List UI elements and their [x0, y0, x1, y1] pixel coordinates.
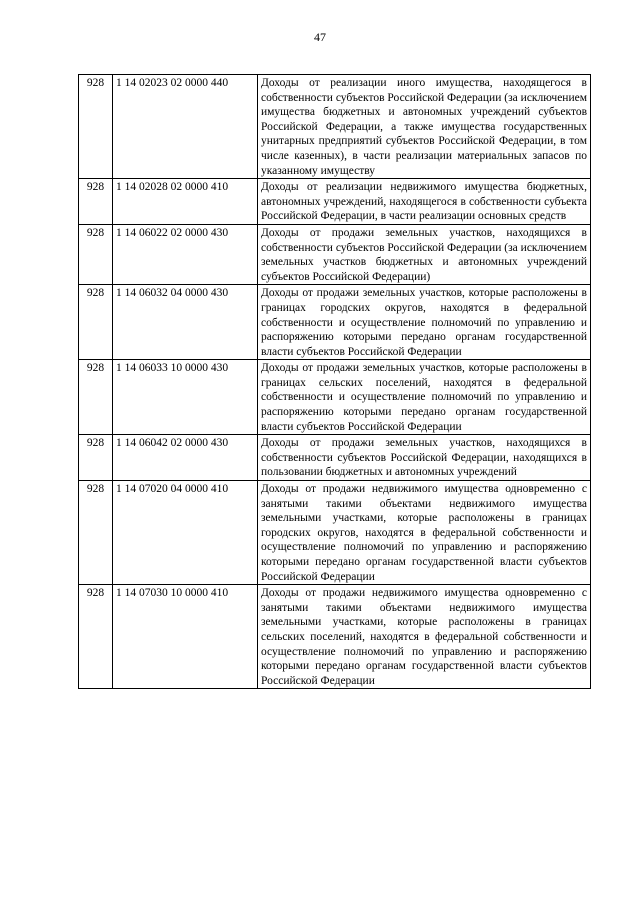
revenue-codes-table-body: [79, 75, 591, 689]
table-row: [79, 360, 591, 435]
budget-classification-code-cell: 1 14 06022 02 0000 430: [113, 224, 258, 284]
table-row: [79, 285, 591, 360]
table-row: [79, 435, 591, 481]
revenue-name-cell: Доходы от продажи земельных участков, находящихся в собственности субъектов Российской Федерации, находящихся в пользовании бюджетных и автономных учреждений: [258, 435, 591, 481]
budget-classification-code-cell: 1 14 06032 04 0000 430: [113, 285, 258, 360]
administrator-code-cell: 928: [79, 224, 113, 284]
budget-classification-code-cell: 1 14 06033 10 0000 430: [113, 360, 258, 435]
revenue-name-cell: Доходы от продажи земельных участков, находящихся в собственности субъектов Российской Федерации (за исключением земельных участков бюджетных и автономных учреждений субъектов Российской Федерации): [258, 224, 591, 284]
table-row: [79, 179, 591, 225]
administrator-code-cell: 928: [79, 435, 113, 481]
budget-classification-code-cell: 1 14 07030 10 0000 410: [113, 585, 258, 689]
budget-classification-code-cell: 1 14 02023 02 0000 440: [113, 75, 258, 179]
administrator-code-cell: 928: [79, 360, 113, 435]
revenue-name-cell: Доходы от продажи земельных участков, которые расположены в границах городских округов, находятся в федеральной собственности и осуществление полномочий по управлению и распоряжению которыми передано органам государственной власти субъектов Российской Федерации: [258, 285, 591, 360]
administrator-code-cell: 928: [79, 179, 113, 225]
budget-classification-code-cell: 1 14 07020 04 0000 410: [113, 481, 258, 585]
revenue-name-cell: Доходы от реализации недвижимого имущества бюджетных, автономных учреждений, находящегося в собственности субъекта Российской Федерации, в части реализации основных средств: [258, 179, 591, 225]
revenue-name-cell: Доходы от реализации иного имущества, находящегося в собственности субъектов Российской Федерации (за исключением имущества бюджетных и автономных учреждений субъектов Российской Федерации, а также имущества государственных унитарных предприятий субъектов Российской Федерации, в том числе казенных), в части реализации материальных запасов по указанному имуществу: [258, 75, 591, 179]
budget-classification-code-cell: 1 14 06042 02 0000 430: [113, 435, 258, 481]
administrator-code-cell: 928: [79, 75, 113, 179]
administrator-code-cell: 928: [79, 585, 113, 689]
table-row: [79, 481, 591, 585]
table-row: [79, 75, 591, 179]
administrator-code-cell: 928: [79, 285, 113, 360]
revenue-name-cell: Доходы от продажи недвижимого имущества одновременно с занятыми такими объектами недвижимого имущества земельными участками, которые расположены в границах сельских поселений, находятся в федеральной собственности и осуществление полномочий по управлению и распоряжению которыми передано органам государственной власти субъектов Российской Федерации: [258, 585, 591, 689]
table-row: [79, 585, 591, 689]
revenue-name-cell: Доходы от продажи недвижимого имущества одновременно с занятыми такими объектами недвижимого имущества земельными участками, которые расположены в границах городских округов, находятся в федеральной собственности и осуществление полномочий по управлению и распоряжению которыми передано органам государственной власти субъектов Российской Федерации: [258, 481, 591, 585]
administrator-code-cell: 928: [79, 481, 113, 585]
revenue-codes-table: [78, 74, 591, 689]
page-number: 47: [314, 30, 326, 44]
table-row: [79, 224, 591, 284]
budget-classification-code-cell: 1 14 02028 02 0000 410: [113, 179, 258, 225]
revenue-name-cell: Доходы от продажи земельных участков, которые расположены в границах сельских поселений, находятся в федеральной собственности и осуществление полномочий по управлению и распоряжению которыми передано органам государственной власти субъектов Российской Федерации: [258, 360, 591, 435]
